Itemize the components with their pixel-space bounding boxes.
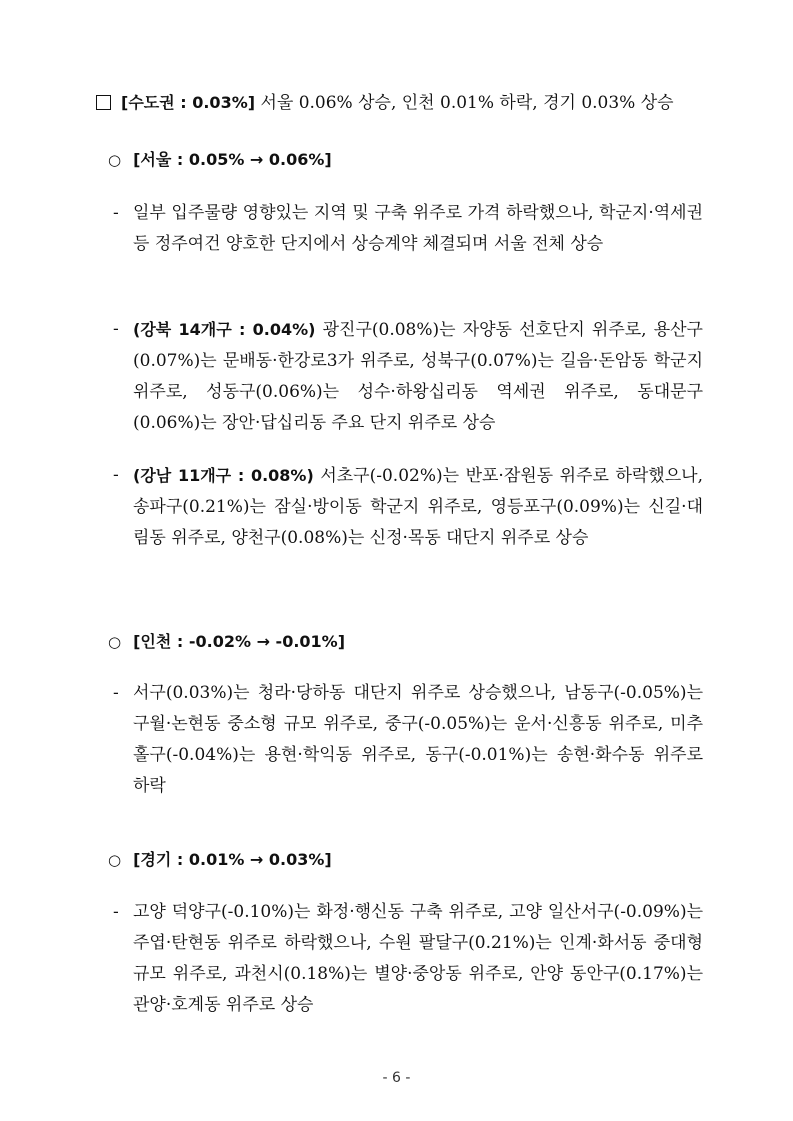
section-title-text: [경기 : 0.01% → 0.03%]	[133, 850, 332, 869]
bullet-text: 고양 덕양구(-0.10%)는 화정·행신동 구축 위주로, 고양 일산서구(-0.09%)는 주엽·탄현동 위주로 하락했으나, 수원 팔달구(0.21%)는 인계·화서동 중대형 규모 위주로, 과천시(0.18%)는 별양·중앙동 위주로, 안양 동안구(0.17%)는 관양·호계동 위주로 상승	[133, 902, 703, 1015]
square-bullet-icon	[96, 95, 111, 110]
headline	[96, 88, 716, 118]
list-item	[113, 460, 703, 554]
dash-bullet: -	[113, 902, 119, 922]
dash-bullet: -	[113, 465, 119, 485]
bullet-text: 일부 입주물량 영향있는 지역 및 구축 위주로 가격 하락했으나, 학군지·역세권 등 정주여건 양호한 단지에서 상승계약 체결되며 서울 전체 상승	[133, 203, 703, 254]
dash-bullet: -	[113, 203, 119, 223]
circle-bullet-icon: ○	[108, 633, 122, 651]
bullet-text: 서구(0.03%)는 청라·당하동 대단지 위주로 상승했으나, 남동구(-0.05%)는 구월·논현동 중소형 규모 위주로, 중구(-0.05%)는 운서·신흥동 위주로, 미추홀구(-0.04%)는 용현·학익동 위주로, 동구(-0.01%)는 송현·화수동 위주로 하락	[133, 683, 703, 796]
bullet-bold-label: (강북 14개구 : 0.04%)	[133, 320, 316, 339]
circle-bullet-icon: ○	[108, 851, 122, 869]
page-number: - 6 -	[382, 1070, 411, 1086]
headline-label: [수도권 : 0.03%]	[121, 93, 256, 112]
section-title-text: [서울 : 0.05% → 0.06%]	[133, 150, 332, 169]
section-title-seoul	[108, 146, 332, 174]
section-title-text: [인천 : -0.02% → -0.01%]	[133, 632, 346, 651]
dash-bullet: -	[113, 683, 119, 703]
section-title-incheon	[108, 628, 345, 656]
headline-text: 서울 0.06% 상승, 인천 0.01% 하락, 경기 0.03% 상승	[255, 93, 674, 113]
list-item	[113, 678, 703, 802]
bullet-bold-label: (강남 11개구 : 0.08%)	[133, 466, 314, 485]
list-item	[113, 198, 703, 260]
section-title-gyeonggi	[108, 846, 332, 874]
dash-bullet: -	[113, 319, 119, 339]
list-item	[113, 314, 703, 439]
circle-bullet-icon: ○	[108, 151, 122, 169]
bullet-text: 광진구(0.08%)는 자양동 선호단지 위주로, 용산구(0.07%)는 문배동·한강로3가 위주로, 성북구(0.07%)는 길음·돈암동 학군지 위주로, 성동구(0.06%)는 성수·하왕십리동 역세권 위주로, 동대문구(0.06%)는 장안·답십리동 주요 단지 위주로 상승	[133, 320, 703, 433]
list-item	[113, 897, 703, 1021]
bullet-text: 서초구(-0.02%)는 반포·잠원동 위주로 하락했으나, 송파구(0.21%)는 잠실·방이동 학군지 위주로, 영등포구(0.09%)는 신길·대림동 위주로, 양천구(0.08%)는 신정·목동 대단지 위주로 상승	[133, 466, 703, 548]
